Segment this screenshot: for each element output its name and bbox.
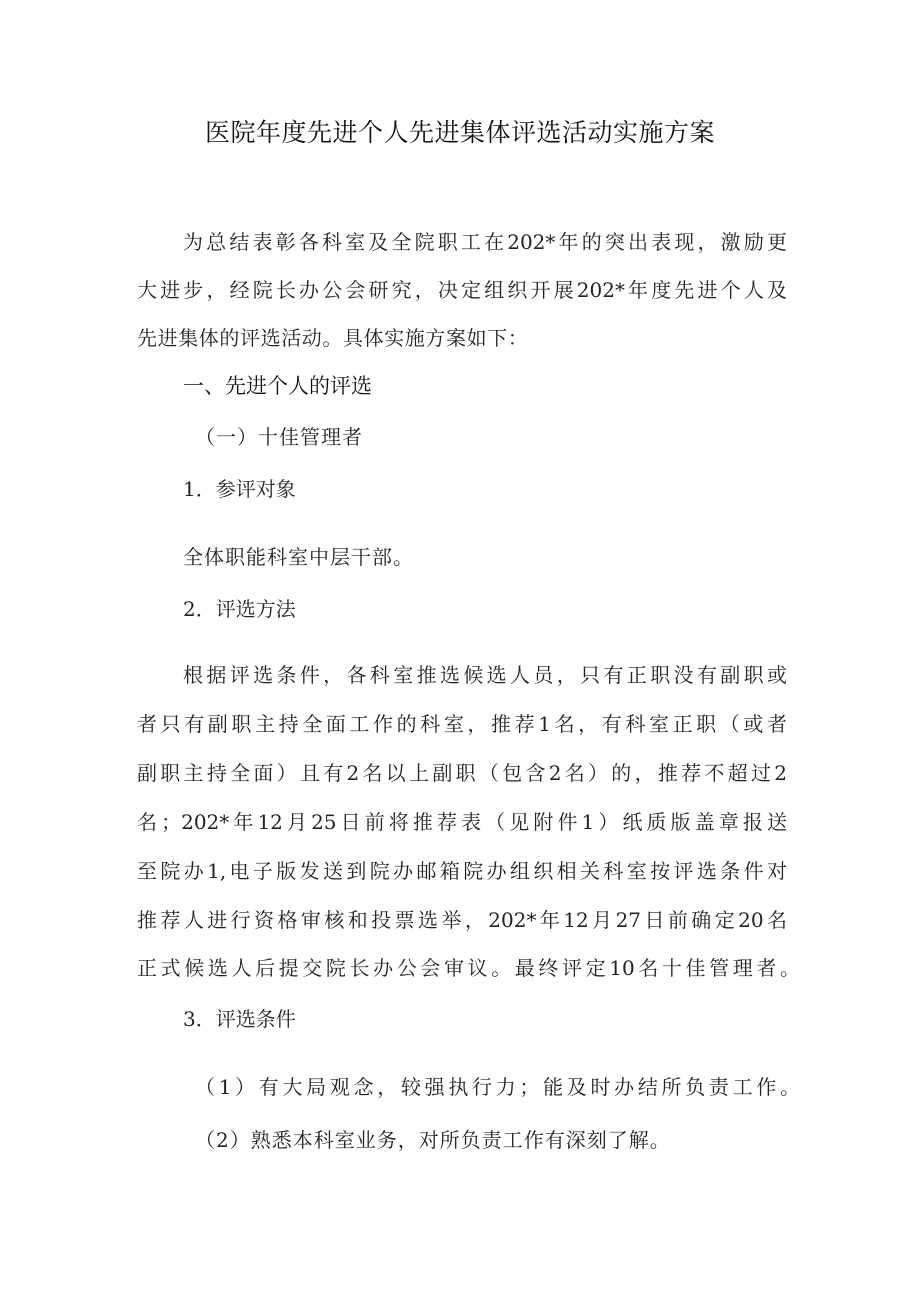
method-line: 推荐人进行资格审核和投票选举，202*年12月27日前确定20名 xyxy=(137,908,787,932)
intro-line: 先进集体的评选活动。具体实施方案如下： xyxy=(137,326,529,350)
item-heading: 2．评选方法 xyxy=(183,597,296,621)
method-line: 正式候选人后提交院长办公会审议。最终评定10名十佳管理者。 xyxy=(137,956,800,980)
intro-line: 大进步，经院长办公会研究，决定组织开展202*年度先进个人及 xyxy=(137,278,787,302)
subsection-heading: （一）十佳管理者 xyxy=(195,425,363,449)
method-line: 副职主持全面）且有2名以上副职（包含2名）的，推荐不超过2 xyxy=(137,761,787,785)
condition-item: （2）熟悉本科室业务，对所负责工作有深刻了解。 xyxy=(195,1128,671,1152)
page-title: 医院年度先进个人先进集体评选活动实施方案 xyxy=(204,118,715,147)
item-heading: 3．评选条件 xyxy=(183,1007,296,1031)
item-body: 全体职能科室中层干部。 xyxy=(183,545,414,569)
item-heading: 1．参评对象 xyxy=(183,477,296,501)
method-line: 至院办1,电子版发送到院办邮箱院办组织相关科室按评选条件对 xyxy=(137,859,787,883)
method-line: 者只有副职主持全面工作的科室，推荐1名，有科室正职（或者 xyxy=(137,712,787,736)
section-heading: 一、先进个人的评选 xyxy=(183,374,372,398)
condition-item: （1）有大局观念，较强执行力；能及时办结所负责工作。 xyxy=(195,1075,800,1099)
intro-line: 为总结表彰各科室及全院职工在202*年的突出表现，激励更 xyxy=(183,230,787,254)
method-line: 根据评选条件，各科室推选候选人员，只有正职没有副职或 xyxy=(183,663,787,687)
method-line: 名；202*年12月25日前将推荐表（见附件1）纸质版盖章报送 xyxy=(137,810,787,834)
